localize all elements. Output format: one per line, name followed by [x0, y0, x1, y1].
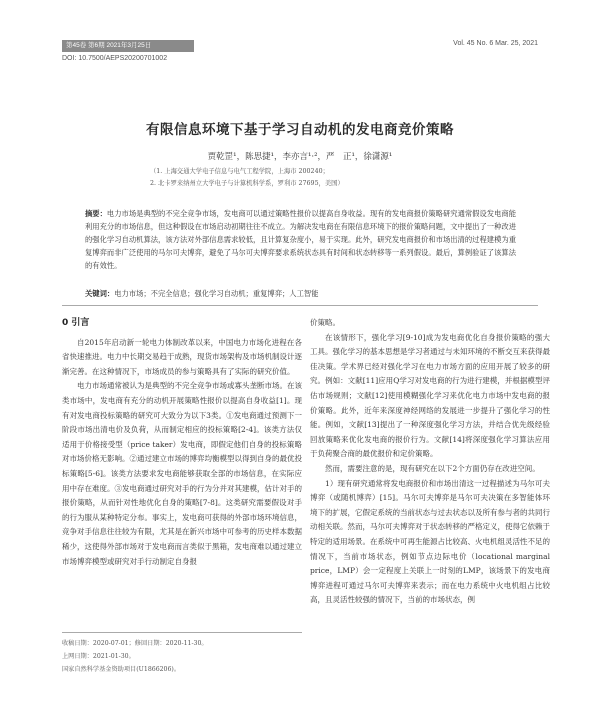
footnote: [62, 632, 302, 676]
author-list: 贾乾罡¹，陈思捷¹，李亦言¹·²，严 正¹，徐潇源¹: [207, 152, 393, 162]
paragraph: 价策略。: [310, 318, 340, 327]
left-column: [62, 316, 302, 569]
paragraph: 在该情形下，强化学习[9-10]成为发电商优化自身报价策略的强大工具。强化学习的基本思想是学习者通过与未知环境的不断交互来获得最佳决策。学术界已经对强化学习在电力市场方面的应用开展了较多的研究。例如：文献[11]应用Q学习对发电商的行为进行建模，并根据模型评估市场规则；文献[12]使用模糊强化学习来优化电力市场中发电商的报价策略。此外，近年来深度神经网络的发展进一步提升了强化学习的性能。例如，文献[13]提出了一种深度强化学习方法，并结合优先级经验回放策略来优化发电商的报价行为。文献[14]将深度强化学习算法应用于负荷聚合商的最优报价和定价策略。: [310, 332, 550, 459]
paper-title: 有限信息环境下基于学习自动机的发电商竞价策略: [146, 122, 454, 138]
paragraph: 1）现有研究通常将发电商报价和市场出清这一过程描述为马尔可夫博弈（或随机博弈）[15]。马尔可夫博弈是马尔可夫决策在多智能体环境下的扩展，它假定系统的当前状态与过去状态以及所有参与者的共同行动相关联。然而，马尔可夫博弈对于状态转移的严格定义，使得它依赖于特定的适用场景。在系统中可再生能源占比较高、火电机组灵活性不足的情况下，当前市场状态，例如节点边际电价（locational marginal price，LMP）会一定程度上关联上一时刻的LMP，该场景下的发电商博弈进程可通过马尔可夫博弈来表示；而在电力系统中火电机组占比较高，且灵活性较强的情况下，当前的市场状态，例: [310, 478, 550, 605]
keywords: [85, 289, 516, 299]
keywords-label: 关键词：: [85, 289, 115, 298]
abstract-text: 电力市场是典型的不完全竞争市场，发电商可以通过策略性报价以提高自身收益。现有的发电商报价策略研究通常假设发电商能利用充分的市场信息，但这种假设在市场启动初期往往不成立。为解决发电商在有限信息环境下的报价策略问题，文中提出了一种改进的强化学习自动机算法，该方法对外部信息需求较低，且计算复杂度小，易于实现。此外，研究发电商报价和市场出清的过程建模为重复博弈而非广泛使用的马尔可夫博弈，避免了马尔可夫博弈要求系统状态具有时间和状态转移等一系列假设。最后，算例验证了该算法的有效性。: [85, 209, 517, 270]
paragraph: 自2015年启动新一轮电力体制改革以来，中国电力市场化进程在各省快速推进。电力中长期交易趋于成熟，现货市场架构及市场机制设计逐渐完善。在这种情况下，市场成员的参与策略具有了实际的研究价值。: [62, 337, 302, 376]
paragraph: 电力市场通常被认为是典型的不完全竞争市场或寡头垄断市场。在该类市场中，发电商有充分的动机开展策略性报价以提高自身收益[1]。现有对发电商投标策略的研究可大致分为以下3类。①发电商通过预测下一阶段市场出清电价及负荷，从而制定相应的投标策略[2-4]。该类方法仅适用于价格接受型（price taker）发电商，即假定他们自身的投标策略对市场价格无影响。②通过建立市场的博弈均衡模型以得到自身的最优投标策略[5-6]。该类方法要求发电商能够获取全部的市场信息，在实际应用中存在难度。③发电商通过研究对手的行为分并对其建模，估计对手的报价策略，从而针对性地优化自身的策略[7-8]。这类研究需要假设对手的行为服从某种特定分布。事实上，发电商可获得的外部市场环境信息，竞争对手信息往往较为有限，尤其是在新兴市场中可参考的历史样本数据稀少，这使得外部市场对于发电商而言类似于黑箱，发电商难以通过建立市场博弈模型或研究对手行动制定自身报: [62, 381, 302, 566]
funding: 国家自然科学基金资助项目(U1866206)。: [62, 666, 181, 673]
affiliation-2: 2. 北卡罗来纳州立大学电子与计算机科学系，罗利市 27695，美国）: [150, 180, 344, 187]
issue-label-en: Vol. 45 No. 6 Mar. 25, 2021: [453, 40, 538, 47]
section-heading: 0 引言: [62, 318, 90, 328]
divider: [62, 305, 538, 306]
received-date: 收稿日期：2020-07-01；修回日期：2020-11-30。: [62, 640, 208, 647]
doi: DOI: 10.7500/AEPS20200701002: [62, 55, 168, 62]
online-date: 上网日期：2021-01-30。: [62, 653, 135, 660]
affiliation-1: （1. 上海交通大学电子信息与电气工程学院，上海市 200240；: [150, 168, 329, 175]
abstract: [85, 207, 516, 272]
issue-label: 第45卷 第6期 2021年3月25日: [62, 40, 194, 52]
keywords-text: 电力市场；不完全信息；强化学习自动机；重复博弈；人工智能: [114, 289, 319, 298]
abstract-label: 摘要：: [85, 209, 107, 218]
paragraph: 然而，需要注意的是，现有研究在以下2个方面仍存在改进空间。: [325, 463, 540, 473]
right-column: [310, 316, 550, 608]
